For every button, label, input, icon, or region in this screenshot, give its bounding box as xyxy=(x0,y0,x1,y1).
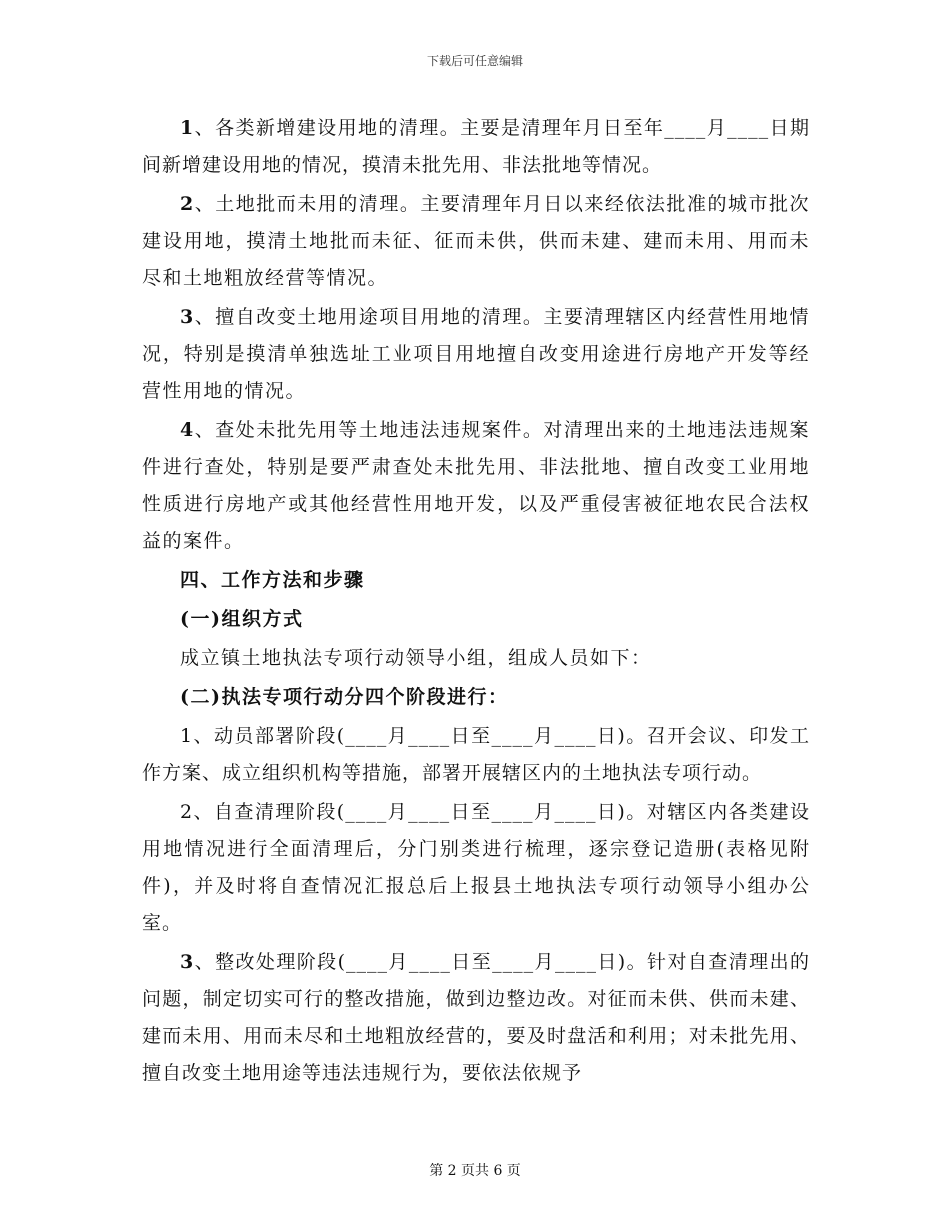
paragraph-2-number: 2 xyxy=(180,193,195,215)
stage-2: 2、自查清理阶段(____月____日至____月____日)。对辖区内各类建设用地情况进行全面清理后，分门别类进行梳理，逐宗登记造册(表格见附件)，并及时将自查情况汇报总后上报县土地执法专项行动领导小组办公室。 xyxy=(142,801,810,934)
paragraph-2 xyxy=(142,186,810,297)
paragraph-4-number: 4 xyxy=(180,419,195,441)
paragraph-1-text: 、各类新增建设用地的清理。主要是清理年月日至年____月____日期间新增建设用地的情况，摸清未批先用、非法批地等情况。 xyxy=(142,117,810,176)
stage-3-text: 、整改处理阶段(____月____日至____月____日)。针对自查清理出的问题，制定切实可行的整改措施，做到边整边改。对征而未供、供而未建、建而未用、用而未尽和土地粗放经营的，要及时盘活和利用；对未批先用、擅自改变土地用途等违法违规行为，要依法依规予 xyxy=(142,951,810,1084)
stage-3 xyxy=(142,944,810,1092)
paragraph-4-text: 、查处未批先用等土地违法违规案件。对清理出来的土地违法违规案件进行查处，特别是要严肃查处未批先用、非法批地、擅自改变工业用地性质进行房地产或其他经营性用地开发，以及严重侵害被征地农民合法权益的案件。 xyxy=(142,419,810,552)
paragraph-3 xyxy=(142,299,810,410)
paragraph-3-text: 、擅自改变土地用途项目用地的清理。主要清理辖区内经营性用地情况，特别是摸清单独选址工业项目用地擅自改变用途进行房地产开发等经营性用地的情况。 xyxy=(142,306,810,402)
stage-1: 1、动员部署阶段(____月____日至____月____日)。召开会议、印发工作方案、成立组织机构等措施，部署开展辖区内的土地执法专项行动。 xyxy=(142,725,810,784)
subsection-1-text: 成立镇土地执法专项行动领导小组，组成人员如下： xyxy=(180,647,652,669)
paragraph-1 xyxy=(142,110,810,184)
document-body xyxy=(142,110,810,1094)
subsection-2-heading: (二)执法专项行动分四个阶段进行： xyxy=(180,686,509,708)
paragraph-2-text: 、土地批而未用的清理。主要清理年月日以来经依法批准的城市批次建设用地，摸清土地批而未征、征而未供，供而未建、建而未用、用而未尽和土地粗放经营等情况。 xyxy=(142,193,810,289)
stage-3-number: 3 xyxy=(180,951,195,973)
section-heading: 四、工作方法和步骤 xyxy=(180,569,365,591)
page-header: 下载后可任意编辑 xyxy=(426,54,523,68)
paragraph-1-number: 1 xyxy=(180,117,195,139)
page-footer: 第 2 页共 6 页 xyxy=(429,1163,521,1179)
paragraph-3-number: 3 xyxy=(180,306,195,328)
subsection-1-heading: (一)组织方式 xyxy=(180,608,304,630)
paragraph-4 xyxy=(142,412,810,560)
